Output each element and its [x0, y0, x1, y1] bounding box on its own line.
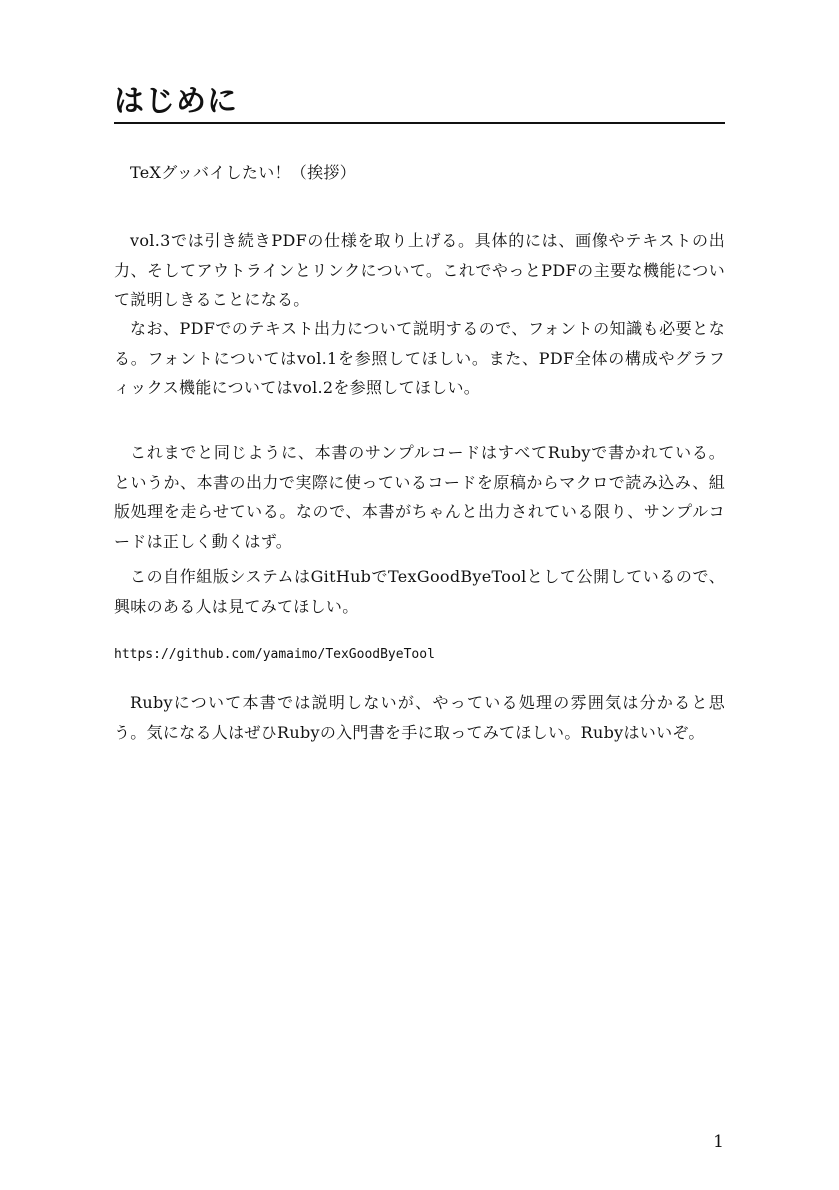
section-heading: はじめに [114, 84, 238, 119]
heading-underline [114, 122, 725, 124]
paragraph-github: この自作組版システムはGitHubでTexGoodByeToolとして公開しているので、興味のある人は見てみてほしい。 [114, 567, 725, 616]
paragraph-greeting: TeXグッバイしたい！（挨拶） [130, 163, 356, 182]
paragraph-ruby: Rubyについて本書では説明しないが、やっている処理の雰囲気は分かると思う。気になる人はぜひRubyの入門書を手に取ってみてほしい。Rubyはいいぞ。 [114, 693, 725, 742]
page-number: 1 [713, 1132, 724, 1152]
paragraph-sample-code: これまでと同じように、本書のサンプルコードはすべてRubyで書かれている。というか、本書の出力で実際に使っているコードを原稿からマクロで読み込み、組版処理を走らせている。なので、本書がちゃんと出力されている限り、サンプルコードは正しく動くはず。 [114, 443, 725, 551]
paragraph-vol3-overview: vol.3では引き続きPDFの仕様を取り上げる。具体的には、画像やテキストの出力、そしてアウトラインとリンクについて。これでやっとPDFの主要な機能について説明しきることになる。 [114, 231, 725, 309]
paragraph-font-note: なお、PDFでのテキスト出力について説明するので、フォントの知識も必要となる。フォントについてはvol.1を参照してほしい。また、PDF全体の構成やグラフィックス機能についてはvol.2を参照してほしい。 [114, 319, 725, 397]
document-page [114, 0, 725, 1190]
github-url[interactable]: https://github.com/yamaimo/TexGoodByeTool [114, 647, 435, 662]
